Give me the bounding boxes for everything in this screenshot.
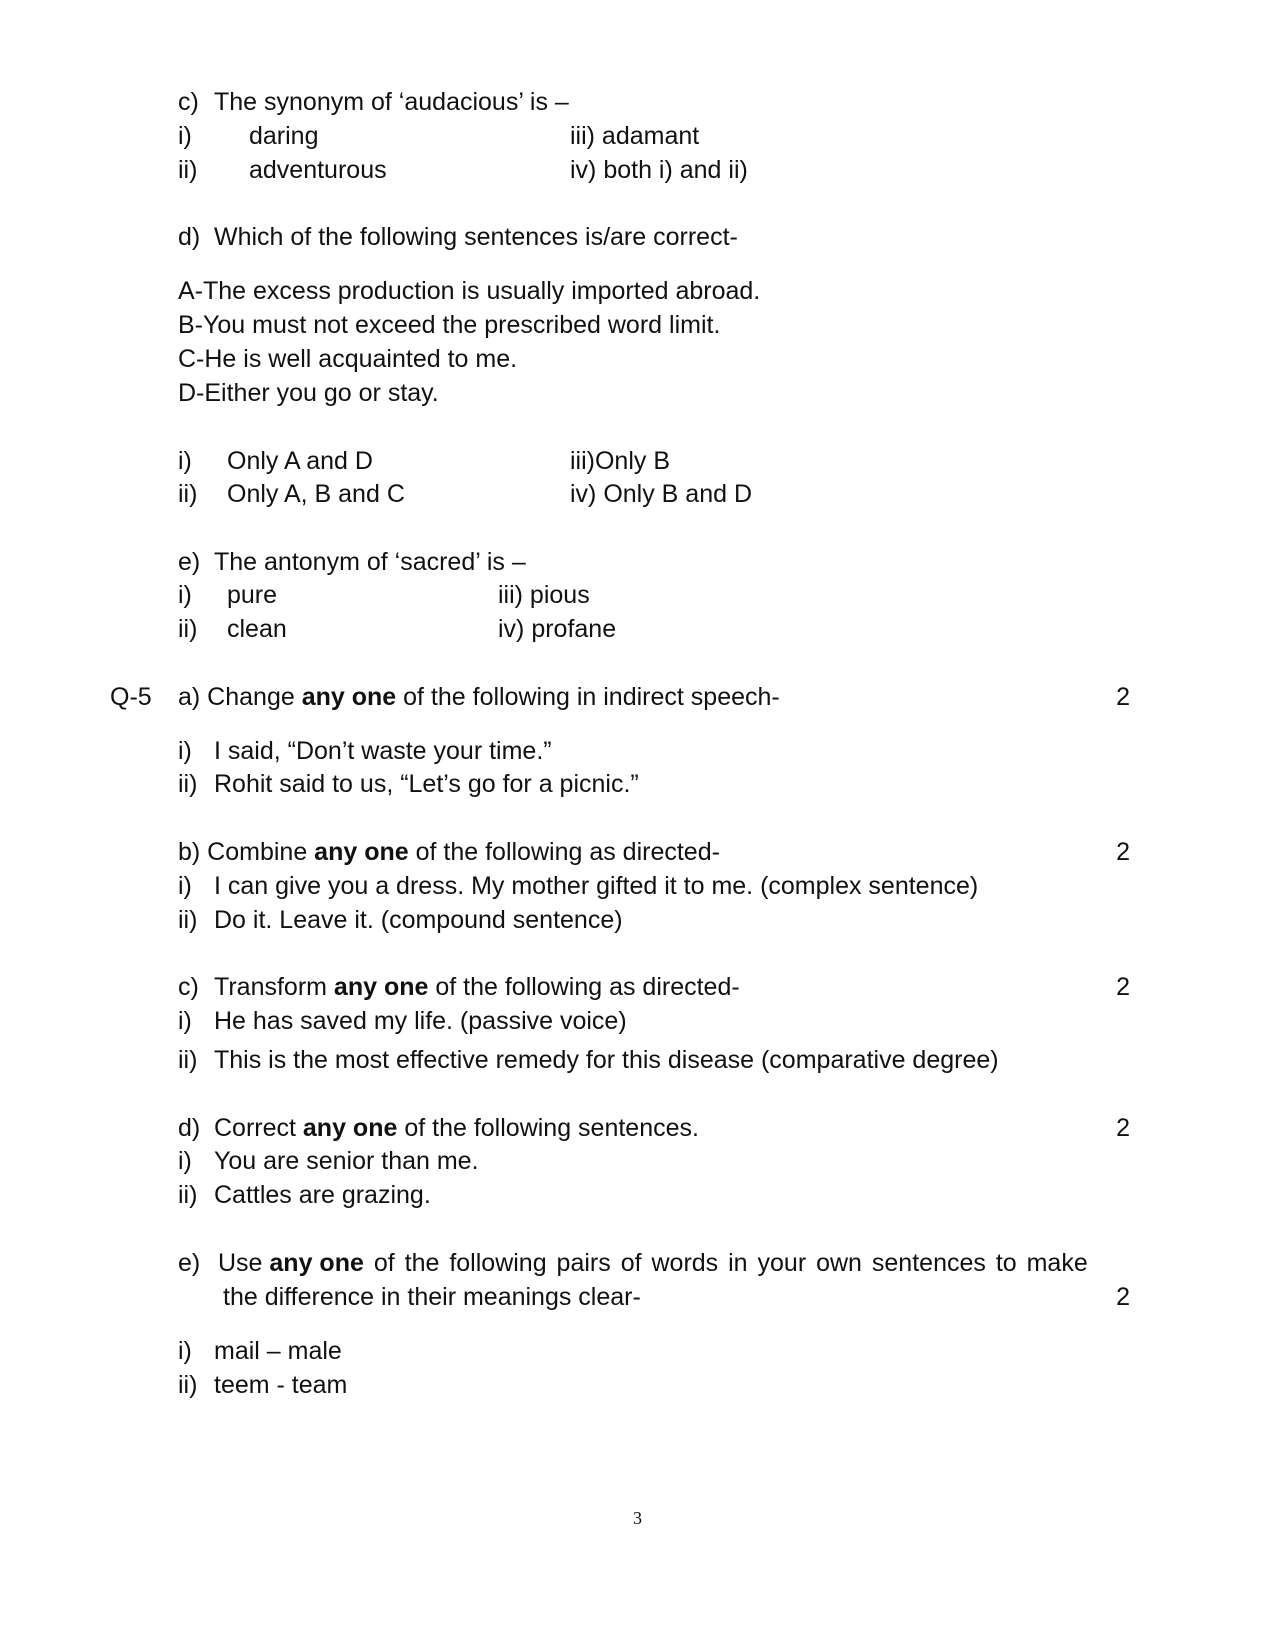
question-number: Q-5 (110, 683, 152, 711)
q5a-emphasis: any one (301, 683, 397, 711)
q4c-label: c) (178, 88, 199, 116)
q4c-opt1: daring (249, 122, 319, 150)
q5c-post: of the following as directed- (428, 973, 740, 1001)
q4d-opt1-num: i) (178, 447, 192, 475)
q5e-post: of the following pairs of words in your own sentences to make (363, 1249, 1088, 1277)
q4c-question: The synonym of ‘audacious’ is – (214, 88, 569, 116)
q4e-opt3: iii) pious (498, 581, 590, 609)
q5a-instruction (178, 682, 780, 712)
q5d-label: d) (178, 1114, 201, 1142)
q4e-question: The antonym of ‘sacred’ is – (214, 548, 526, 576)
q5d-item2: Cattles are grazing. (214, 1181, 431, 1209)
q5d-item2-num: ii) (178, 1181, 198, 1209)
q5b-item2-num: ii) (178, 906, 198, 934)
q5a-item2-num: ii) (178, 770, 198, 798)
q5d-marks: 2 (1116, 1114, 1130, 1142)
q5c-emphasis: any one (333, 973, 429, 1001)
q5e-item2-num: ii) (178, 1371, 198, 1399)
q5a-post: of the following in indirect speech- (396, 683, 780, 711)
q5b-emphasis: any one (314, 838, 409, 866)
q4d-opt4: iv) Only B and D (570, 480, 753, 508)
q4e-opt4: iv) profane (498, 615, 617, 643)
q5e-pre: Use (218, 1249, 270, 1277)
q5a-item2: Rohit said to us, “Let’s go for a picnic.” (214, 770, 639, 798)
q5a-pre: a) Change (178, 683, 302, 711)
q5d-pre: Correct (214, 1114, 303, 1142)
q5e-emphasis: any one (269, 1249, 364, 1277)
q5e-instruction-line2: the difference in their meanings clear- (223, 1283, 641, 1311)
q4c-opt3: iii) adamant (570, 122, 700, 150)
q4d-statement-d: D-Either you go or stay. (178, 379, 439, 407)
q5c-item1: He has saved my life. (passive voice) (214, 1007, 627, 1035)
q5b-marks: 2 (1116, 838, 1130, 866)
q5c-item2-num: ii) (178, 1046, 198, 1074)
q5b-instruction (178, 837, 720, 867)
q5c-pre: Transform (214, 973, 334, 1001)
q5e-label: e) (178, 1249, 201, 1277)
q5c-item1-num: i) (178, 1007, 192, 1035)
q4c-opt2: adventurous (249, 156, 387, 184)
q4c-opt4: iv) both i) and ii) (570, 156, 748, 184)
q5d-item1: You are senior than me. (214, 1147, 479, 1175)
q4d-opt3: iii)Only B (570, 447, 671, 475)
q5e-item2: teem - team (214, 1371, 348, 1399)
q5d-emphasis: any one (302, 1114, 398, 1142)
q4e-opt1-num: i) (178, 581, 192, 609)
q5a-marks: 2 (1116, 683, 1130, 711)
q5e-marks: 2 (1116, 1283, 1130, 1311)
q4e-opt2-num: ii) (178, 615, 198, 643)
q5b-item1-num: i) (178, 872, 192, 900)
q5b-item2: Do it. Leave it. (compound sentence) (214, 906, 623, 934)
q5c-instruction (214, 972, 740, 1002)
q5c-label: c) (178, 973, 199, 1001)
q4e-opt2: clean (227, 615, 287, 643)
q5a-item1-num: i) (178, 737, 192, 765)
q5d-post: of the following sentences. (397, 1114, 699, 1142)
q4d-statement-c: C-He is well acquainted to me. (178, 345, 518, 373)
q5b-pre: b) Combine (178, 838, 315, 866)
q5d-instruction (214, 1113, 699, 1143)
page-number: 3 (633, 1508, 642, 1528)
q4d-statement-a: A-The excess production is usually imported abroad. (178, 277, 761, 305)
q4d-opt2-num: ii) (178, 480, 198, 508)
q5b-post: of the following as directed- (408, 838, 720, 866)
q5c-marks: 2 (1116, 973, 1130, 1001)
q4d-opt1: Only A and D (227, 447, 373, 475)
q4e-opt1: pure (227, 581, 278, 609)
q5e-item1-num: i) (178, 1337, 192, 1365)
q5d-item1-num: i) (178, 1147, 192, 1175)
q5a-item1: I said, “Don’t waste your time.” (214, 737, 552, 765)
q5e-item1: mail – male (214, 1337, 342, 1365)
q5c-item2: This is the most effective remedy for this disease (comparative degree) (214, 1046, 999, 1074)
q5e-instruction (218, 1248, 1104, 1278)
q5b-item1: I can give you a dress. My mother gifted it to me. (complex sentence) (214, 872, 979, 900)
q4d-opt2: Only A, B and C (227, 480, 405, 508)
q4e-label: e) (178, 548, 201, 576)
q4c-opt2-num: ii) (178, 156, 198, 184)
q4d-statement-b: B-You must not exceed the prescribed word limit. (178, 311, 721, 339)
q4d-label: d) (178, 223, 201, 251)
q4d-question: Which of the following sentences is/are correct- (214, 223, 738, 251)
q4c-opt1-num: i) (178, 122, 192, 150)
